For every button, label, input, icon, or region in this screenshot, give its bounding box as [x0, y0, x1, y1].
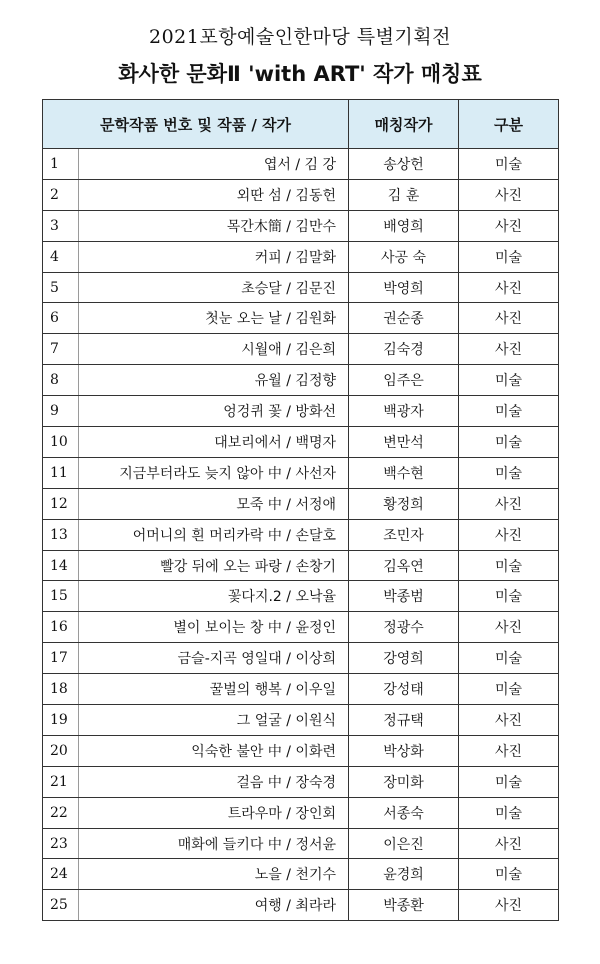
table-row: [43, 828, 559, 859]
row-number: 16: [43, 612, 79, 643]
table-row: [43, 334, 559, 365]
table-row: [43, 735, 559, 766]
row-artist: 강영희: [349, 643, 459, 674]
row-artist: 박상화: [349, 735, 459, 766]
table-row: [43, 674, 559, 705]
row-artist: 김옥연: [349, 550, 459, 581]
row-artist: 송상헌: [349, 149, 459, 180]
table-row: [43, 303, 559, 334]
row-category: 사진: [459, 272, 559, 303]
row-work: 시월애 / 김은희: [79, 334, 349, 365]
row-artist: 조민자: [349, 519, 459, 550]
table-row: [43, 457, 559, 488]
row-artist: 김숙경: [349, 334, 459, 365]
row-artist: 박종환: [349, 890, 459, 921]
row-work: 모죽 中 / 서정애: [79, 488, 349, 519]
row-number: 1: [43, 149, 79, 180]
row-number: 25: [43, 890, 79, 921]
row-work: 노을 / 천기수: [79, 859, 349, 890]
row-category: 미술: [459, 581, 559, 612]
row-work: 외딴 섬 / 김동헌: [79, 179, 349, 210]
row-artist: 윤경희: [349, 859, 459, 890]
row-artist: 백수현: [349, 457, 459, 488]
row-artist: 백광자: [349, 396, 459, 427]
row-work: 매화에 들키다 中 / 정서윤: [79, 828, 349, 859]
row-category: 미술: [459, 365, 559, 396]
column-header-category: 구분: [459, 100, 559, 149]
table-body: [43, 149, 559, 921]
row-work: 그 얼굴 / 이원식: [79, 705, 349, 736]
row-artist: 김 훈: [349, 179, 459, 210]
row-category: 사진: [459, 612, 559, 643]
row-work: 여행 / 최라라: [79, 890, 349, 921]
row-work: 어머니의 흰 머리카락 中 / 손달호: [79, 519, 349, 550]
row-number: 15: [43, 581, 79, 612]
row-number: 11: [43, 457, 79, 488]
row-number: 13: [43, 519, 79, 550]
row-category: 사진: [459, 828, 559, 859]
row-number: 21: [43, 766, 79, 797]
row-number: 9: [43, 396, 79, 427]
row-work: 별이 보이는 창 中 / 윤정인: [79, 612, 349, 643]
row-number: 10: [43, 427, 79, 458]
row-work: 엽서 / 김 강: [79, 149, 349, 180]
table-row: [43, 488, 559, 519]
row-number: 2: [43, 179, 79, 210]
row-number: 6: [43, 303, 79, 334]
row-work: 트라우마 / 장인회: [79, 797, 349, 828]
row-number: 7: [43, 334, 79, 365]
row-number: 3: [43, 210, 79, 241]
row-category: 미술: [459, 550, 559, 581]
row-category: 미술: [459, 241, 559, 272]
row-work: 목간木簡 / 김만수: [79, 210, 349, 241]
table-row: [43, 210, 559, 241]
row-number: 8: [43, 365, 79, 396]
table-row: [43, 766, 559, 797]
table-row: [43, 241, 559, 272]
row-artist: 박종범: [349, 581, 459, 612]
table-row: [43, 519, 559, 550]
table-row: [43, 396, 559, 427]
row-category: 미술: [459, 396, 559, 427]
row-work: 금슬-지곡 영일대 / 이상희: [79, 643, 349, 674]
row-category: 미술: [459, 674, 559, 705]
row-number: 17: [43, 643, 79, 674]
column-header-work: 문학작품 번호 및 작품 / 작가: [43, 100, 349, 149]
table-row: [43, 365, 559, 396]
row-work: 익숙한 불안 中 / 이화련: [79, 735, 349, 766]
row-artist: 이은진: [349, 828, 459, 859]
row-artist: 사공 숙: [349, 241, 459, 272]
row-work: 엉겅퀴 꽃 / 방화선: [79, 396, 349, 427]
row-work: 첫눈 오는 날 / 김원화: [79, 303, 349, 334]
row-work: 커피 / 김말화: [79, 241, 349, 272]
row-number: 14: [43, 550, 79, 581]
matching-table: [42, 99, 559, 921]
row-category: 미술: [459, 643, 559, 674]
row-category: 미술: [459, 859, 559, 890]
row-work: 꿀벌의 행복 / 이우일: [79, 674, 349, 705]
row-artist: 정규택: [349, 705, 459, 736]
row-artist: 정광수: [349, 612, 459, 643]
row-category: 미술: [459, 797, 559, 828]
row-category: 사진: [459, 303, 559, 334]
row-category: 미술: [459, 427, 559, 458]
table-row: [43, 612, 559, 643]
row-category: 미술: [459, 457, 559, 488]
row-artist: 권순종: [349, 303, 459, 334]
document-title: 2021포항예술인한마당 특별기획전: [149, 26, 451, 48]
table-row: [43, 427, 559, 458]
document-subtitle: 화사한 문화Ⅱ 'with ART' 작가 매칭표: [118, 62, 482, 86]
table-row: [43, 149, 559, 180]
table-header-row: [43, 100, 559, 149]
row-number: 12: [43, 488, 79, 519]
row-artist: 황정희: [349, 488, 459, 519]
row-artist: 임주은: [349, 365, 459, 396]
row-work: 초승달 / 김문진: [79, 272, 349, 303]
table-row: [43, 859, 559, 890]
row-number: 19: [43, 705, 79, 736]
row-category: 사진: [459, 488, 559, 519]
table-row: [43, 890, 559, 921]
row-artist: 장미화: [349, 766, 459, 797]
row-work: 지금부터라도 늦지 않아 中 / 사선자: [79, 457, 349, 488]
row-artist: 서종숙: [349, 797, 459, 828]
table-row: [43, 643, 559, 674]
row-number: 20: [43, 735, 79, 766]
row-category: 사진: [459, 735, 559, 766]
row-category: 사진: [459, 705, 559, 736]
row-work: 꽃다지.2 / 오낙율: [79, 581, 349, 612]
row-work: 걸음 中 / 장숙경: [79, 766, 349, 797]
row-category: 사진: [459, 210, 559, 241]
table-row: [43, 797, 559, 828]
row-category: 미술: [459, 149, 559, 180]
row-category: 사진: [459, 519, 559, 550]
row-category: 사진: [459, 334, 559, 365]
row-work: 빨강 뒤에 오는 파랑 / 손창기: [79, 550, 349, 581]
column-header-artist: 매칭작가: [349, 100, 459, 149]
row-work: 대보리에서 / 백명자: [79, 427, 349, 458]
row-number: 24: [43, 859, 79, 890]
row-artist: 변만석: [349, 427, 459, 458]
table-row: [43, 179, 559, 210]
row-number: 18: [43, 674, 79, 705]
row-number: 4: [43, 241, 79, 272]
table-row: [43, 705, 559, 736]
row-number: 22: [43, 797, 79, 828]
row-artist: 배영희: [349, 210, 459, 241]
row-category: 미술: [459, 766, 559, 797]
row-number: 23: [43, 828, 79, 859]
table-row: [43, 272, 559, 303]
row-work: 유월 / 김정향: [79, 365, 349, 396]
table-row: [43, 581, 559, 612]
row-artist: 강성태: [349, 674, 459, 705]
row-category: 사진: [459, 890, 559, 921]
row-artist: 박영희: [349, 272, 459, 303]
row-category: 사진: [459, 179, 559, 210]
row-number: 5: [43, 272, 79, 303]
table-row: [43, 550, 559, 581]
